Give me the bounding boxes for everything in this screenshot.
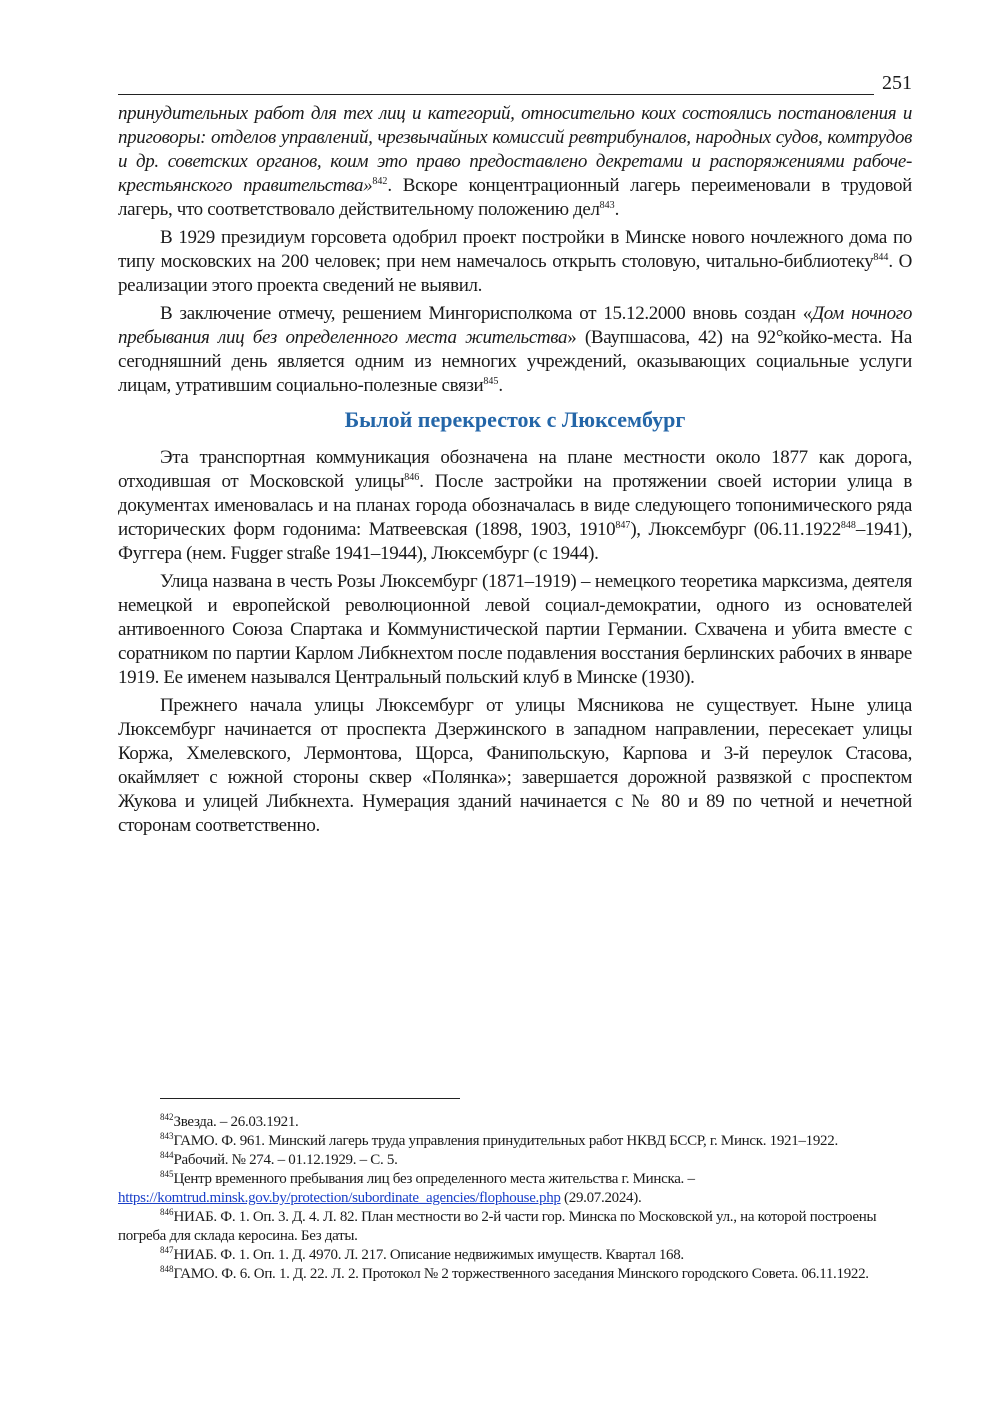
footnote-text: Звезда. – 26.03.1921. [173, 1114, 299, 1130]
footnote [118, 1246, 912, 1265]
footnote-text: Рабочий. № 274. – 01.12.1929. – С. 5. [173, 1152, 398, 1168]
footnote-link[interactable]: https://komtrud.minsk.gov.by/protection/subordinate_agencies/flophouse.php [118, 1190, 561, 1206]
footnote-text: (29.07.2024). [560, 1190, 642, 1206]
text: . О реализации этого проекта сведений не выявил. [118, 251, 913, 296]
footnote-text: ГАМО. Ф. 961. Минский лагерь труда управления принудительных работ НКВД БССР, г. Минск. 1921–1922. [173, 1133, 838, 1149]
footnote-ref[interactable]: 847 [615, 520, 631, 531]
footnote-number: 848 [160, 1264, 174, 1274]
text: –1941), Фуггера (нем. Fugger straße 1941–1944), Люксембург (с 1944). [118, 519, 912, 564]
header-rule [118, 94, 874, 95]
footnote-text: НИАБ. Ф. 1. Оп. 1. Д. 4970. Л. 217. Описание недвижимых имуществ. Квартал 168. [173, 1247, 684, 1263]
paragraph-2 [118, 226, 912, 298]
main-text [118, 102, 912, 842]
footnote-number: 842 [160, 1112, 174, 1122]
footnote [118, 1132, 912, 1151]
text: » (Ваупшасова, 42) на 92°койко-места. На сегодняшний день является одним из немногих учреждений, оказывающих социальные услуги лицам, утратившим социально-полезные связи [118, 327, 912, 396]
footnote [118, 1265, 912, 1284]
footnote-number: 846 [160, 1207, 174, 1217]
text: ), Люксембург (06.11.1922 [630, 519, 841, 540]
text: В заключение отмечу, решением Мингорисполкома от 15.12.2000 вновь создан « [160, 303, 812, 324]
footnote-text: Центр временного пребывания лиц без определенного места жительства г. Минска. – [173, 1171, 695, 1187]
footnote-ref[interactable]: 848 [840, 520, 856, 531]
text: В 1929 президиум горсовета одобрил проект постройки в Минске нового ночлежного дома по типу московских на 200 человек; при нем намечалось открыть столовую, читально-библиотеку [118, 227, 912, 272]
paragraph-6: Прежнего начала улицы Люксембург от улицы Мясникова не существует. Ныне улица Люксембург начинается от проспекта Дзержинского в западном направлении, пересекает улицы Коржа, Хмелевского, Лермонтова, Щорса, Фанипольскую, Карпова и 3-й переулок Стасова, окаймляет с южной стороны сквер «Полянка»; завершается дорожной развязкой с проспектом Жукова и улицей Либкнехта. Нумерация зданий начинается с № 80 и 89 по четной и нечетной сторонам соответственно. [118, 695, 912, 836]
footnote-number: 843 [160, 1131, 174, 1141]
footnote-number: 847 [160, 1245, 174, 1255]
footnote-number: 845 [160, 1169, 174, 1179]
paragraph-1 [118, 102, 912, 222]
footnote-ref[interactable]: 843 [599, 200, 615, 211]
text: . [498, 375, 503, 396]
text: . После застройки на протяжении своей истории улица в документах именовалась и на планах города обозначалась в виде следующего топонимического ряда исторических форм годонима: Матвеевская (1898, 1903, 1910 [118, 471, 913, 540]
text: . [614, 199, 620, 220]
footnotes [118, 1113, 912, 1284]
paragraph-4 [118, 446, 912, 566]
footnote-number: 844 [160, 1150, 174, 1160]
footnote-ref[interactable]: 844 [873, 252, 889, 263]
footnote [118, 1170, 912, 1208]
footnote [118, 1151, 912, 1170]
footnote-ref[interactable]: 845 [483, 376, 499, 387]
quote-text: принудительных работ для тех лиц и категорий, относительно коих состоялись постановления и приговоры: отделов управлений, чрезвычайных комиссий ревтрибуналов, народных судов, комтрудов и др. советских органов, коим это право предоставлено декретами и распоряжениями рабоче-крестьянского правительства» [118, 103, 912, 196]
page-header [118, 72, 912, 98]
text: . Вскоре концентрационный лагерь переименовали в трудовой лагерь, что соответствовало действительному положению дел [118, 175, 912, 220]
footnote-ref[interactable]: 846 [404, 472, 420, 483]
footnote [118, 1113, 912, 1132]
page-number: 251 [882, 72, 912, 94]
section-heading: Былой перекресток с Люксембург [344, 407, 686, 432]
italic-text: Дом ночного пребывания лиц без определенного места жительства [118, 303, 912, 348]
paragraph-5: Улица названа в честь Розы Люксембург (1871–1919) – немецкого теоретика марксизма, деятеля немецкой и европейской революционной левой социал-демократии, одного из основателей антивоенного Союза Спартака и Коммунистической партии Германии. Схвачена и убита вместе с соратником по партии Карлом Либкнехтом после подавления восстания берлинских рабочих в январе 1919. Ее именем назывался Центральный польский клуб в Минске (1930). [118, 571, 912, 688]
footnote-text: НИАБ. Ф. 1. Оп. 3. Д. 4. Л. 82. План местности во 2-й части гор. Минска по Московской ул., на которой построены погреба для склада керосина. Без даты. [118, 1209, 877, 1244]
paragraph-3 [118, 302, 912, 398]
footnote-separator [160, 1098, 460, 1099]
footnote [118, 1208, 912, 1246]
text: Эта транспортная коммуникация обозначена на плане местности около 1877 как дорога, отходившая от Московской улицы [118, 447, 912, 492]
footnote-text: ГАМО. Ф. 6. Оп. 1. Д. 22. Л. 2. Протокол № 2 торжественного заседания Минского городского Совета. 06.11.1922. [173, 1266, 869, 1282]
footnote-ref[interactable]: 842 [372, 176, 388, 187]
